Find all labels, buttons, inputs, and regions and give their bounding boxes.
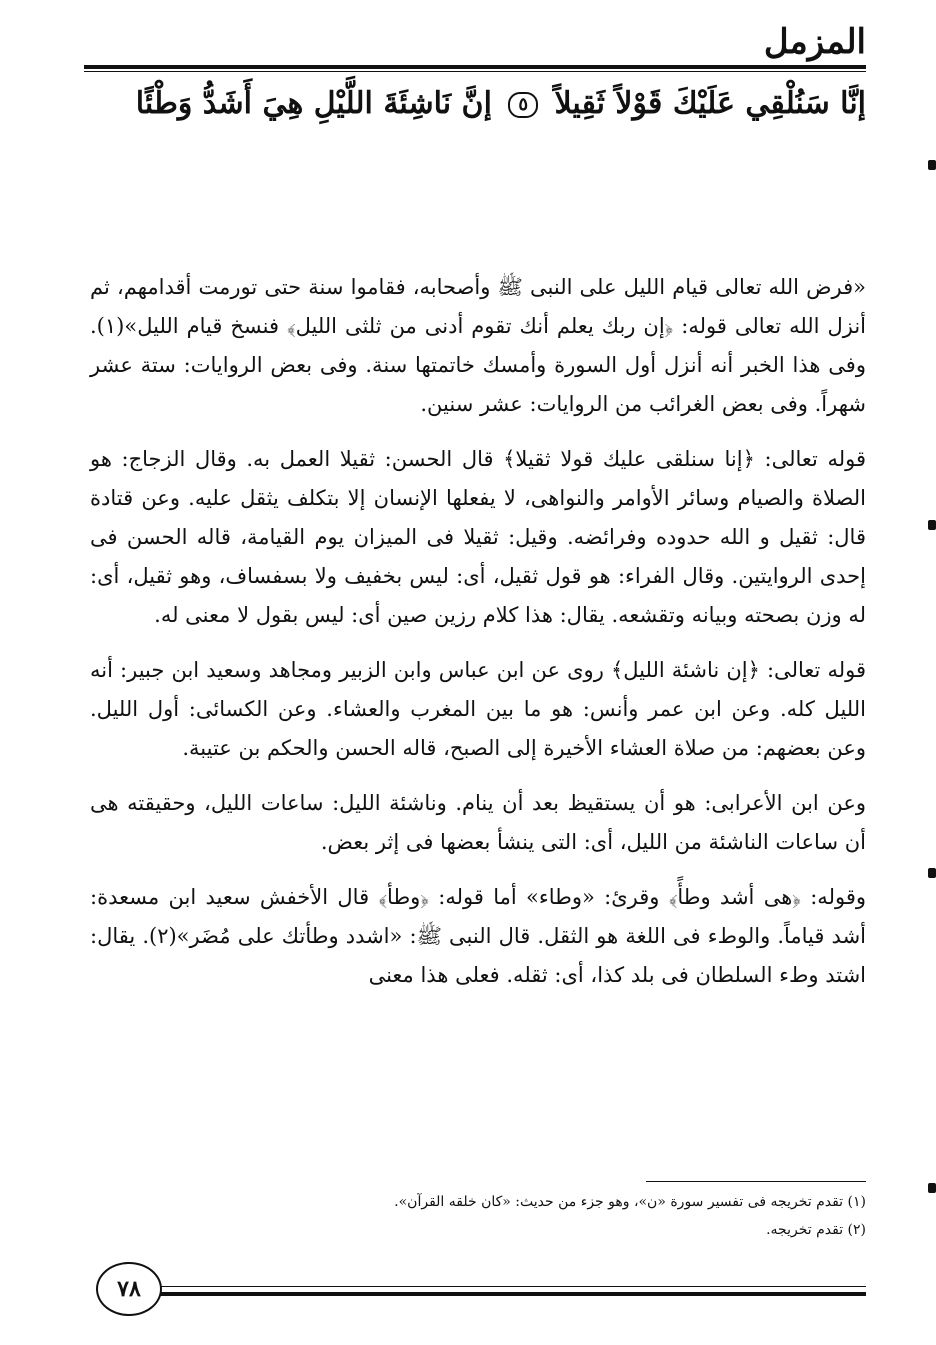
paragraph-3: قوله تعالى: ﴿إن ناشئة الليل﴾ روى عن ابن عباس وابن الزبير ومجاهد وسعيد ابن جبير: أنه الليل كله. وعن ابن عمر وأنس: هو ما بين المغرب والعشاء. وعن الكسائى: أول الليل. وعن بعضهم: من صلاة العشاء الأخيرة إلى الصبح، قاله الحسن والحكم بن عتيبة.	[90, 658, 866, 760]
paragraph-2: قوله تعالى: ﴿إنا سنلقى عليك قولا ثقيلا﴾ قال الحسن: ثقيلا العمل به. وقال الزجاج: هو الصلاة والصيام وسائر الأوامر والنواهى، لا يفعلها الإنسان إلا بتكلف يثقل عليه. وعن قتادة قال: ثقيل و الله حدوده وفرائضه. وقيل: ثقيلا فى الميزان يوم القيامة، قاله الحسن فى إحدى الروايتين. وقال الفراء: هو قول ثقيل، أى: ليس بخفيف ولا بسفساف، وهو ثقيل، أى: له وزن بصحته وبيانه وتقشعه. يقال: هذا كلام رزين صين أى: ليس بقول لا معنى له.	[90, 447, 866, 627]
footnote-separator	[646, 1181, 866, 1182]
header-rule-thick	[84, 65, 866, 69]
footnotes	[90, 1188, 866, 1244]
header-rule-thin	[84, 71, 866, 72]
footer-rule-thin	[160, 1286, 866, 1287]
paragraph-4: وعن ابن الأعرابى: هو أن يستقيظ بعد أن ينام. وناشئة الليل: ساعات الليل، وحقيقته هى أن ساعات الناشئة من الليل، أى: التى ينشأ بعضها فى إثر بعض.	[90, 791, 866, 854]
edge-mark	[928, 160, 936, 170]
footer-rule-thick	[160, 1292, 866, 1296]
footnote-2: (٢) تقدم تخريجه.	[766, 1222, 866, 1238]
edge-mark	[928, 520, 936, 530]
paragraph-5: وقوله: ﴿هى أشد وطأً﴾ وقرئ: «وطاء» أما قوله: ﴿وطأ﴾ قال الأخفش سعيد ابن مسعدة: أشد قياماً. والوطء فى اللغة هو الثقل. قال النبى ﷺ: «اشدد وطأتك على مُضَر»(٢). يقال: اشتد وطء السلطان فى بلد كذا، أى: ثقله. فعلى هذا معنى	[90, 885, 867, 987]
verse-part-1: إنَّا سَنُلْقِي عَلَيْكَ قَوْلاً ثَقِيلاً	[554, 86, 866, 121]
commentary-body	[90, 268, 866, 1011]
verse-part-2: إنَّ نَاشِئَةَ اللَّيْلِ هِيَ أَشَدُّ وَطْئًا	[135, 86, 492, 121]
paragraph-1: «فرض الله تعالى قيام الليل على النبى ﷺ وأصحابه، فقاموا سنة حتى تورمت أقدامهم، ثم أنزل الله تعالى قوله: ﴿إن ربك يعلم أنك تقوم أدنى من ثلثى الليل﴾ فنسخ قيام الليل»(١). وفى هذا الخبر أنه أنزل أول السورة وأمسك خاتمتها سنة. وفى بعض الروايات: ستة عشر شهراً. وفى بعض الغرائب من الروايات: عشر سنين.	[90, 275, 866, 416]
edge-mark	[928, 1183, 936, 1193]
quran-verse	[135, 78, 866, 130]
edge-mark	[928, 868, 936, 878]
ayah-number-marker: ٥	[508, 92, 538, 118]
page-number: ٧٨	[96, 1262, 162, 1316]
footnote-1: (١) تقدم تخريجه فى تفسير سورة «ن»، وهو جزء من حديث: «كان خلقه القرآن».	[394, 1194, 866, 1210]
surah-title: المزمل	[763, 22, 866, 62]
